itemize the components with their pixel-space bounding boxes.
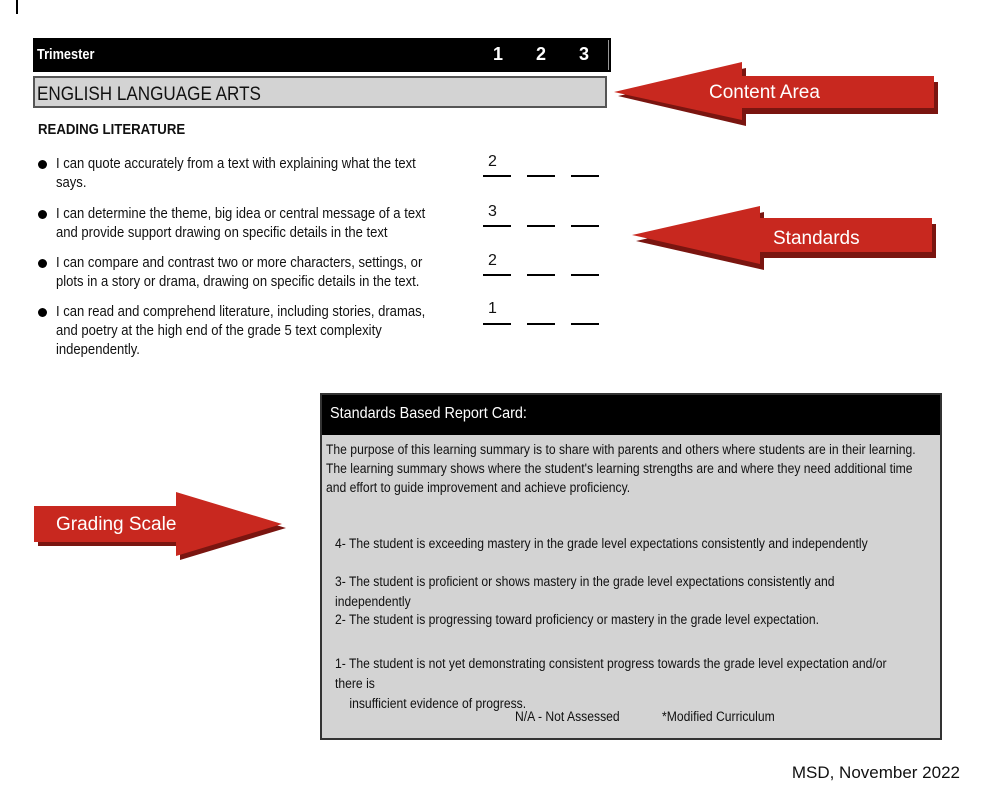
trimester-col-3: 3 bbox=[579, 44, 590, 64]
standard-item bbox=[38, 155, 478, 191]
header-divider bbox=[608, 40, 609, 70]
grade-line bbox=[527, 274, 555, 276]
grade-level-1-continuation: insufficient evidence of progress. bbox=[349, 696, 527, 711]
grade-level-3: 3- The student is proficient or shows mastery in the grade level expectations consistently and independently bbox=[335, 574, 835, 609]
footer-credit: MSD, November 2022 bbox=[791, 763, 960, 782]
modified-curriculum-note: *Modified Curriculum bbox=[662, 709, 775, 724]
grade-t1: 1 bbox=[488, 300, 497, 317]
grading-scale-purpose: The purpose of this learning summary is to share with parents and others where students are in their learning. The learning summary shows where the student's learning strengths are and where they need additional time and effort to guide improvement and achieve proficiency. bbox=[326, 442, 916, 495]
not-assessed-note: N/A - Not Assessed bbox=[515, 709, 620, 724]
grade-level-2: 2- The student is progressing toward proficiency or mastery in the grade level expectation. bbox=[335, 612, 820, 627]
bullet-icon bbox=[38, 308, 47, 317]
grade-level-4: 4- The student is exceeding mastery in the grade level expectations consistently and independently bbox=[335, 536, 868, 551]
standard-text: I can compare and contrast two or more characters, settings, or plots in a story or drama, drawing on specific details in the text. bbox=[56, 255, 423, 290]
standard-item bbox=[38, 254, 478, 294]
standards-callout bbox=[630, 206, 940, 272]
section-title: READING LITERATURE bbox=[38, 121, 186, 138]
content-area-callout bbox=[612, 62, 942, 128]
grade-level-1-text: 1- The student is not yet demonstrating consistent progress towards the grade level expectation and/or there is bbox=[335, 656, 887, 691]
grade-line bbox=[571, 274, 599, 276]
standard-item bbox=[38, 205, 478, 245]
grading-scale-header bbox=[322, 395, 940, 435]
standards-label: Standards bbox=[773, 228, 860, 249]
standard-item bbox=[38, 303, 478, 358]
content-area-title: ENGLISH LANGUAGE ARTS bbox=[37, 84, 261, 105]
grade-t1: 2 bbox=[488, 252, 497, 269]
grading-scale-box bbox=[320, 393, 942, 740]
grading-scale-title: Standards Based Report Card: bbox=[330, 405, 527, 422]
bullet-icon bbox=[38, 160, 47, 169]
trimester-col-1: 1 bbox=[493, 44, 504, 64]
trimester-label: Trimester bbox=[37, 46, 95, 63]
grade-line bbox=[483, 225, 511, 227]
text-cursor bbox=[16, 0, 18, 14]
bullet-icon bbox=[38, 259, 47, 268]
grade-t1: 3 bbox=[488, 203, 497, 220]
grade-line bbox=[483, 175, 511, 177]
grade-t1: 2 bbox=[488, 153, 497, 170]
grade-line bbox=[527, 225, 555, 227]
grade-line bbox=[571, 225, 599, 227]
grade-level-1 bbox=[335, 654, 911, 714]
bullet-icon bbox=[38, 210, 47, 219]
trimester-col-2: 2 bbox=[536, 44, 547, 64]
grade-line bbox=[527, 175, 555, 177]
grade-line bbox=[571, 323, 599, 325]
standard-text: I can read and comprehend literature, including stories, dramas, and poetry at the high end of the grade 5 text complexity independently. bbox=[56, 304, 426, 358]
content-area-label: Content Area bbox=[709, 82, 820, 103]
grade-line bbox=[527, 323, 555, 325]
content-area-bar bbox=[33, 76, 607, 108]
standard-text: I can quote accurately from a text with explaining what the text says. bbox=[56, 156, 416, 191]
grading-scale-callout bbox=[30, 490, 290, 562]
trimester-header bbox=[33, 38, 611, 72]
standard-text: I can determine the theme, big idea or central message of a text and provide support drawing on specific details in the text bbox=[56, 206, 426, 241]
grade-line bbox=[483, 323, 511, 325]
grade-line bbox=[571, 175, 599, 177]
grading-scale-label: Grading Scale bbox=[56, 514, 177, 535]
grade-line bbox=[483, 274, 511, 276]
